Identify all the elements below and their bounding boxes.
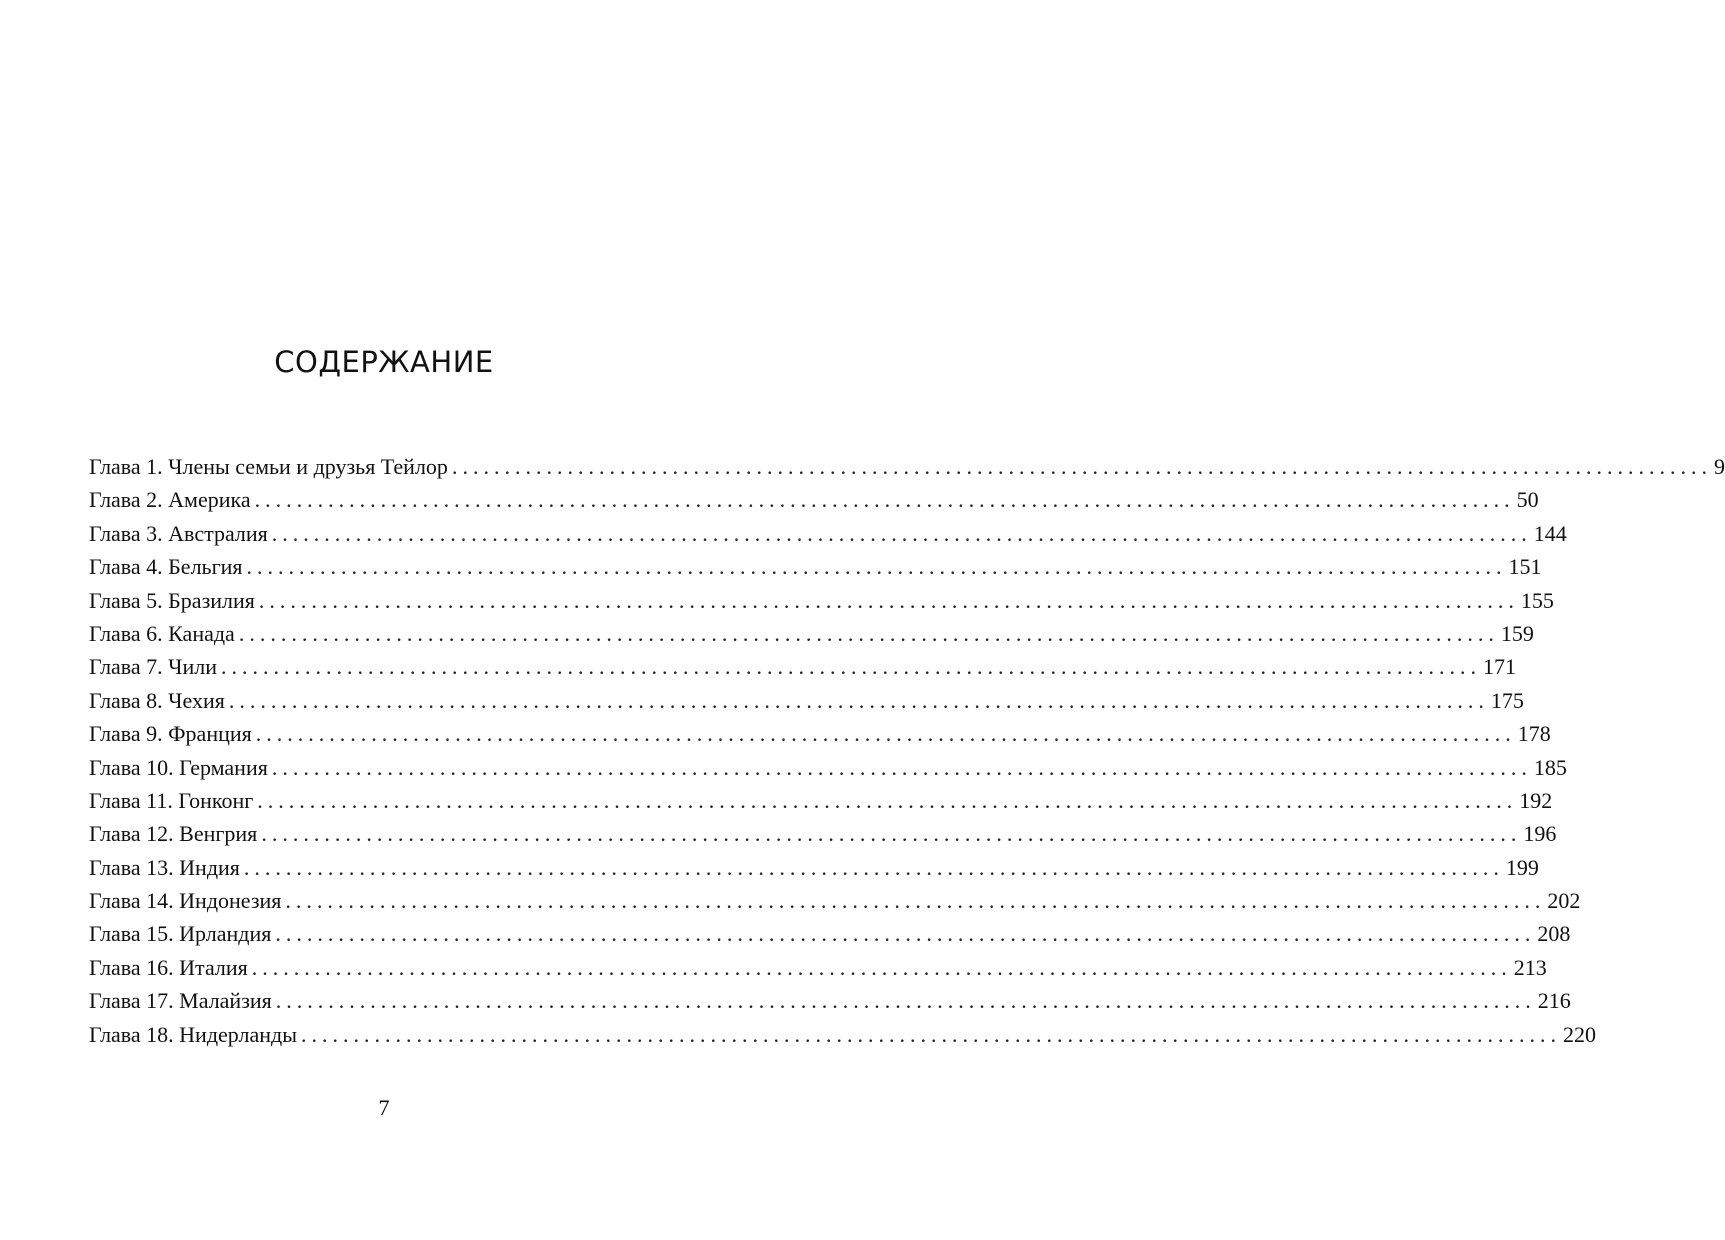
toc-entry bbox=[89, 717, 1551, 750]
toc-entry-label: Глава 4. Бельгия bbox=[89, 554, 243, 580]
toc-entry-page: 171 bbox=[1483, 654, 1516, 680]
toc-entry-label: Глава 14. Индонезия bbox=[89, 888, 282, 914]
toc-dot-leader: ........................................................................................................................ bbox=[257, 787, 1518, 813]
toc-entry-label: Глава 11. Гонконг bbox=[89, 787, 254, 813]
toc-entry bbox=[89, 951, 1547, 984]
toc-entry-page: 196 bbox=[1523, 821, 1557, 847]
toc-entry bbox=[89, 851, 1539, 884]
toc-dot-leader: ........................................................................................................................ bbox=[271, 754, 1532, 780]
toc-entry bbox=[89, 617, 1534, 650]
toc-entry-label: Глава 2. Америка bbox=[89, 487, 251, 513]
toc-dot-leader: ........................................................................................................................ bbox=[254, 487, 1515, 513]
toc-entry-page: 192 bbox=[1519, 787, 1553, 813]
toc-entry bbox=[89, 483, 1539, 516]
toc-dot-leader: ........................................................................................................................ bbox=[301, 1021, 1561, 1047]
toc-entry-page: 151 bbox=[1508, 554, 1542, 580]
page-number: 7 bbox=[378, 1095, 390, 1120]
toc-entry-label: Глава 7. Чили bbox=[89, 654, 217, 680]
toc-entry bbox=[89, 917, 1571, 950]
toc-entry-page: 178 bbox=[1517, 721, 1551, 747]
toc-entry bbox=[89, 817, 1557, 850]
table-of-contents bbox=[89, 450, 1725, 1051]
toc-dot-leader: ........................................................................................................................ bbox=[285, 888, 1546, 914]
toc-entry-label: Глава 3. Австралия bbox=[89, 520, 268, 546]
toc-entry bbox=[89, 884, 1581, 917]
toc-entry bbox=[89, 684, 1524, 717]
toc-dot-leader: ........................................................................................................................ bbox=[251, 954, 1512, 980]
toc-entry-page: 220 bbox=[1563, 1021, 1596, 1047]
toc-entry bbox=[89, 784, 1553, 817]
toc-entry-label: Глава 13. Индия bbox=[89, 854, 240, 880]
toc-entry-page: 213 bbox=[1513, 954, 1547, 980]
toc-entry-page: 216 bbox=[1537, 988, 1571, 1014]
toc-dot-leader: ........................................................................................................................ bbox=[246, 554, 1507, 580]
toc-entry-page: 185 bbox=[1533, 754, 1567, 780]
toc-entry-label: Глава 15. Ирландия bbox=[89, 921, 272, 947]
toc-entry bbox=[89, 650, 1516, 683]
toc-dot-leader: ........................................................................................................................ bbox=[228, 687, 1489, 713]
toc-entry-label: Глава 17. Малайзия bbox=[89, 988, 272, 1014]
toc-entry-page: 159 bbox=[1500, 620, 1534, 646]
toc-entry-label: Глава 5. Бразилия bbox=[89, 587, 255, 613]
toc-entry-page: 155 bbox=[1520, 587, 1554, 613]
toc-entry-label: Глава 1. Члены семьи и друзья Тейлор bbox=[89, 454, 448, 479]
toc-entry-label: Глава 9. Франция bbox=[89, 721, 252, 747]
toc-dot-leader: ........................................................................................................................ bbox=[451, 454, 1712, 479]
toc-entry-label: Глава 6. Канада bbox=[89, 620, 235, 646]
toc-dot-leader: ........................................................................................................................ bbox=[255, 721, 1516, 747]
toc-entry-label: Глава 16. Италия bbox=[89, 954, 248, 980]
toc-entry-label: Глава 12. Венгрия bbox=[89, 821, 258, 847]
toc-entry-page: 9 bbox=[1713, 454, 1725, 479]
toc-entry bbox=[89, 751, 1567, 784]
toc-dot-leader: ........................................................................................................................ bbox=[258, 587, 1519, 613]
toc-entry-page: 175 bbox=[1490, 687, 1524, 713]
toc-entry-page: 208 bbox=[1537, 921, 1571, 947]
toc-dot-leader: ........................................................................................................................ bbox=[243, 854, 1504, 880]
toc-entry bbox=[89, 450, 1725, 483]
toc-entry bbox=[89, 984, 1571, 1017]
toc-entry bbox=[89, 550, 1542, 583]
toc-dot-leader: ........................................................................................................................ bbox=[261, 821, 1522, 847]
toc-entry-page: 144 bbox=[1533, 520, 1567, 546]
toc-dot-leader: ........................................................................................................................ bbox=[275, 988, 1536, 1014]
toc-dot-leader: ........................................................................................................................ bbox=[271, 520, 1532, 546]
toc-entry-label: Глава 8. Чехия bbox=[89, 687, 225, 713]
page-title: СОДЕРЖАНИЕ bbox=[274, 345, 494, 379]
toc-entry bbox=[89, 584, 1554, 617]
toc-dot-leader: ........................................................................................................................ bbox=[221, 654, 1481, 680]
toc-entry bbox=[89, 517, 1567, 550]
toc-entry-page: 202 bbox=[1547, 888, 1581, 914]
toc-dot-leader: ........................................................................................................................ bbox=[275, 921, 1536, 947]
toc-entry-page: 199 bbox=[1505, 854, 1539, 880]
toc-entry-label: Глава 10. Германия bbox=[89, 754, 268, 780]
toc-entry-label: Глава 18. Нидерланды bbox=[89, 1021, 297, 1047]
toc-entry-page: 50 bbox=[1516, 487, 1539, 513]
toc-entry bbox=[89, 1018, 1596, 1051]
toc-dot-leader: ........................................................................................................................ bbox=[238, 620, 1499, 646]
